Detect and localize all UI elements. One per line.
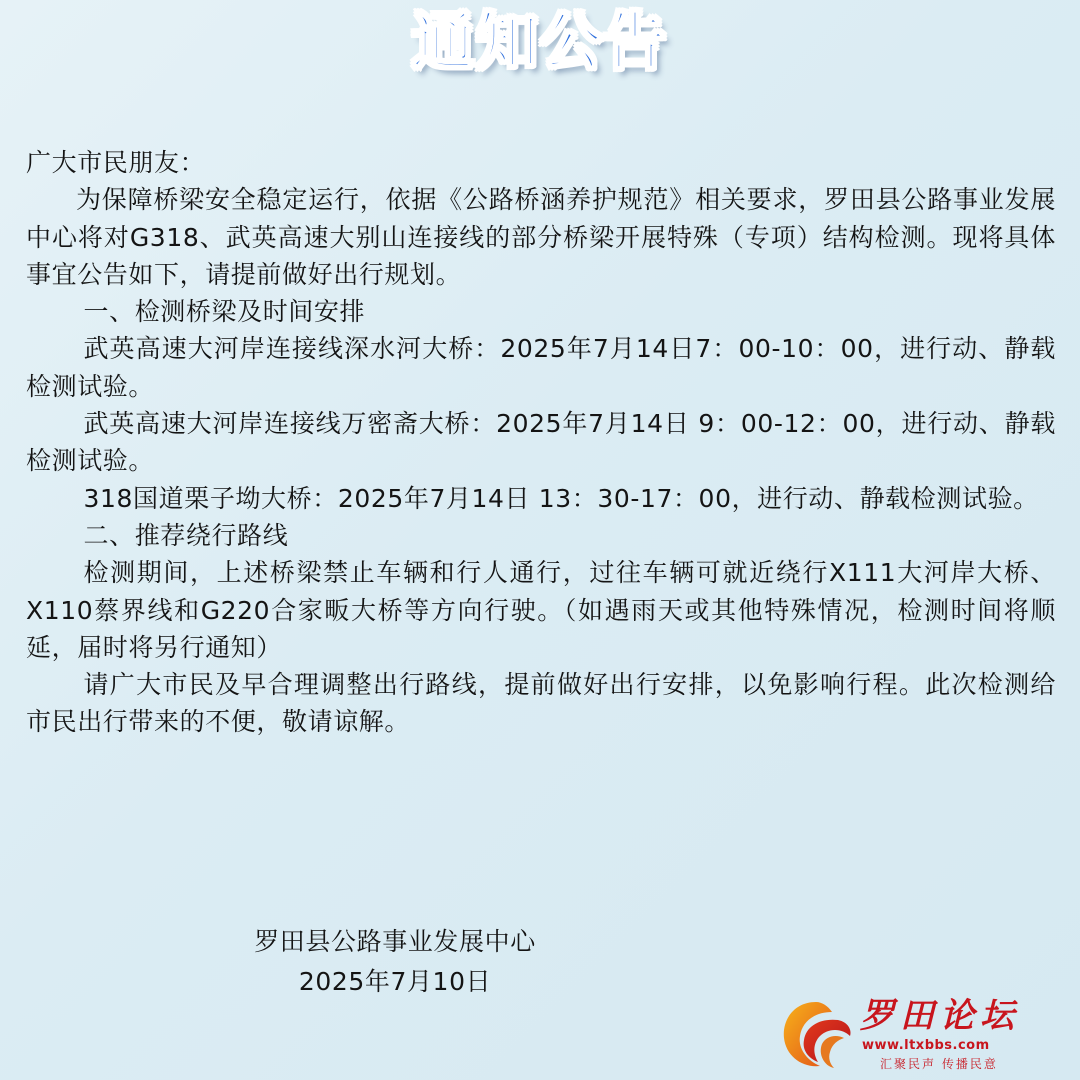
bridge-2-schedule: 武英高速大河岸连接线万密斋大桥：2025年7月14日 9：00-12：00，进行动、静载检测试验。 [26,409,1056,476]
section-1-heading: 一、检测桥梁及时间安排 [83,297,366,327]
signature-block [0,922,790,1002]
forum-url: www.ltxbbs.com [862,1038,990,1053]
forum-logo-icon [776,996,856,1074]
notice-title: 通知公告 [411,5,668,78]
forum-name: 罗田论坛 [860,996,1020,1036]
section-2-heading: 二、推荐绕行路线 [83,520,289,550]
signature-organization: 罗田县公路事业发展中心 [254,927,536,956]
forum-slogan: 汇聚民声 传播民意 [880,1057,998,1071]
signature-date: 2025年7月10日 [298,967,492,996]
detour-paragraph: 检测期间，上述桥梁禁止车辆和行人通行，过往车辆可就近绕行X111大河岸大桥、X110蔡界线和G220合家畈大桥等方向行驶。（如遇雨天或其他特殊情况，检测时间将顺延，届时将另行通知） [26,558,1056,662]
bridge-3-schedule: 318国道栗子坳大桥：2025年7月14日 13：30-17：00，进行动、静载检测试验。 [83,483,1039,513]
forum-watermark [776,996,1066,1074]
notice-body [26,144,1056,741]
salutation: 广大市民朋友： [26,148,206,177]
intro-paragraph: 为保障桥梁安全稳定运行，依据《公路桥涵养护规范》相关要求，罗田县公路事业发展中心将对G318、武英高速大别山连接线的部分桥梁开展特殊（专项）结构检测。现将具体事宜公告如下，请提前做好出行规划。 [26,185,1056,289]
bridge-1-schedule: 武英高速大河岸连接线深水河大桥：2025年7月14日7：00-10：00，进行动、静载检测试验。 [26,334,1056,401]
closing-paragraph: 请广大市民及早合理调整出行路线，提前做好出行安排，以免影响行程。此次检测给市民出行带来的不便，敬请谅解。 [26,670,1056,737]
